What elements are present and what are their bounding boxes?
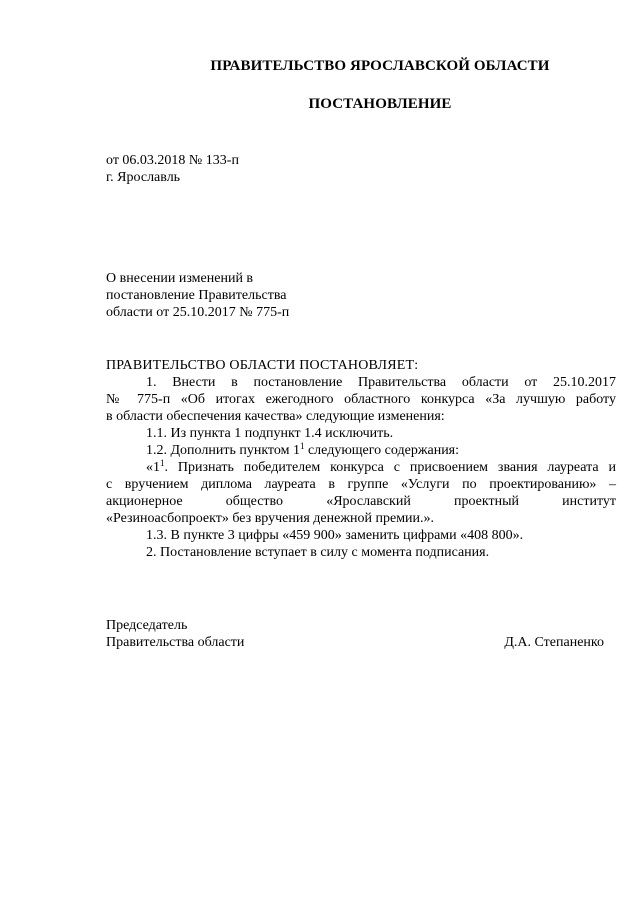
city: г. Ярославль: [106, 170, 181, 185]
quoted-open: «1: [146, 460, 160, 475]
signer-title-line-2: Правительства области: [106, 635, 245, 650]
document-subject: [106, 270, 616, 321]
document-meta: [106, 152, 616, 186]
quoted-line-3: акционерное общество «Ярославский проектный институт: [106, 494, 616, 509]
item-2-text: 2. Постановление вступает в силу с момента подписания.: [146, 545, 490, 560]
item-1-line-2: № 775-п «Об итогах ежегодного областного конкурса «За лучшую работу: [106, 392, 616, 407]
quoted-line-1: [106, 459, 616, 476]
document-body: [106, 374, 616, 561]
quoted-line-1-text: . Признать победителем конкурса с присвоением звания лауреата и: [164, 460, 616, 475]
date-number: от 06.03.2018 № 133-п: [106, 153, 239, 168]
item-1-line-3: в области обеспечения качества» следующие изменения:: [106, 409, 445, 424]
item-2: [106, 544, 616, 561]
subject-line-1: О внесении изменений в: [106, 271, 254, 286]
signature-row: [106, 634, 604, 651]
item-1-3: [106, 527, 616, 544]
item-1: [106, 374, 616, 425]
item-1-2: [106, 442, 616, 459]
item-1-1: [106, 425, 616, 442]
document-type-title: ПОСТАНОВЛЕНИЕ: [308, 96, 452, 112]
signature-block: [106, 617, 604, 651]
item-1-line-1: 1. Внести в постановление Правительства области от 25.10.2017: [146, 375, 616, 390]
quoted-line-2: с вручением диплома лауреата в группе «Услуги по проектированию» –: [106, 477, 616, 492]
item-1-3-text: 1.3. В пункте 3 цифры «459 900» заменить цифрами «408 800».: [146, 528, 524, 543]
signer-title-line-1: Председатель: [106, 618, 188, 633]
quoted-superscript: 1: [160, 458, 165, 468]
quoted-line-4: «Резиноасбопроект» без вручения денежной премии.».: [106, 511, 435, 526]
subject-line-2: постановление Правительства: [106, 288, 287, 303]
decree-heading: ПРАВИТЕЛЬСТВО ОБЛАСТИ ПОСТАНОВЛЯЕТ:: [106, 358, 419, 373]
subject-line-3: области от 25.10.2017 № 775-п: [106, 305, 290, 320]
signer-name: Д.А. Степаненко: [504, 635, 604, 650]
item-1-2-superscript: 1: [299, 441, 305, 451]
quoted-item: [106, 459, 616, 527]
item-1-1-text: 1.1. Из пункта 1 подпункт 1.4 исключить.: [146, 426, 394, 441]
item-1-2-text-b: следующего содержания:: [304, 443, 460, 458]
item-1-2-text-a: 1.2. Дополнить пунктом 1: [146, 443, 300, 458]
government-title: ПРАВИТЕЛЬСТВО ЯРОСЛАВСКОЙ ОБЛАСТИ: [210, 58, 550, 74]
